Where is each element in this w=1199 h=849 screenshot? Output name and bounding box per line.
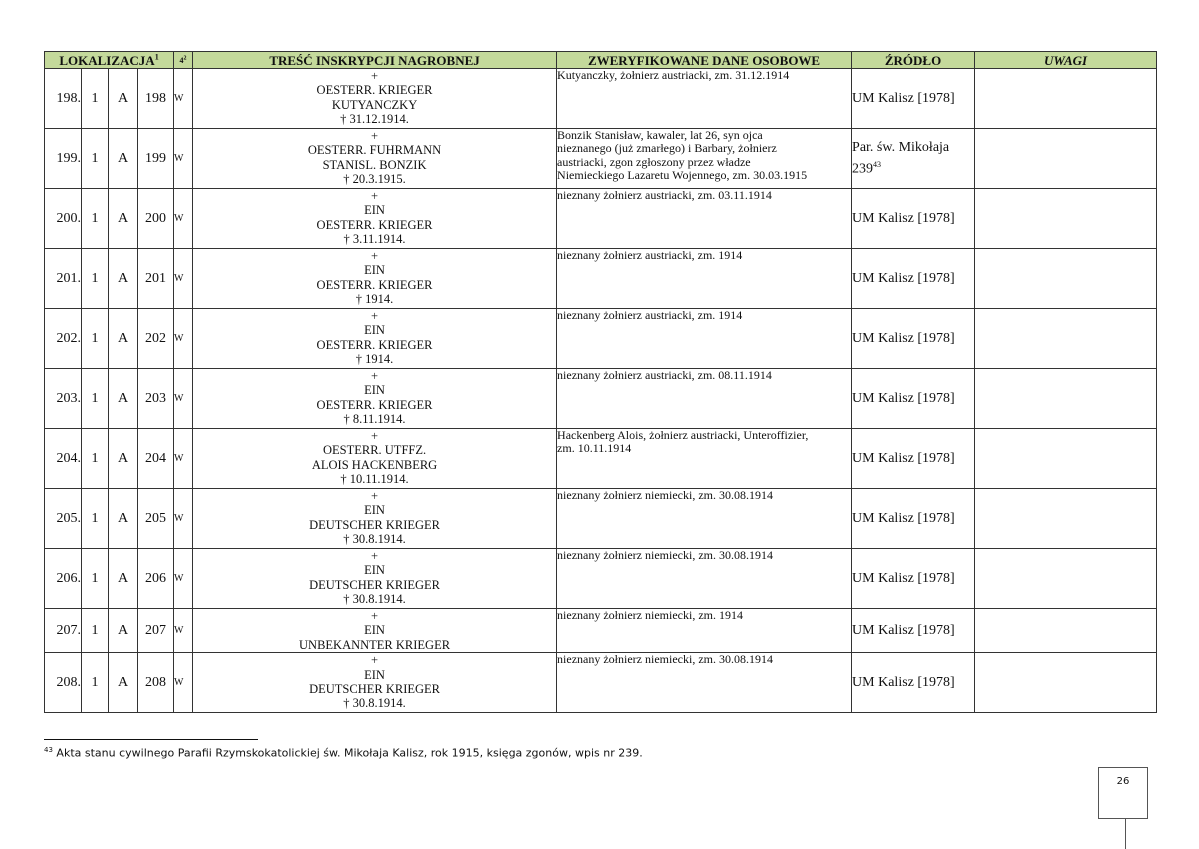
cell-kwatera: 1 xyxy=(82,489,109,549)
cell-inscription xyxy=(193,129,557,189)
cell-verified-data xyxy=(557,429,852,489)
cell-verified-data xyxy=(557,69,852,129)
source-text: UM Kalisz [1978] xyxy=(852,331,955,346)
page-number: 26 xyxy=(1116,776,1130,787)
inscription-line: OESTERR. KRIEGER xyxy=(316,217,433,232)
cell-grave-number: 198 xyxy=(138,69,174,129)
inscription-line: + xyxy=(371,129,379,143)
source-footnote-ref: 43 xyxy=(873,160,882,170)
cell-row-number: 199. xyxy=(45,129,82,189)
source-text: UM Kalisz [1978] xyxy=(852,451,955,466)
cell-grave-number: 204 xyxy=(138,429,174,489)
cell-rzad: A xyxy=(109,309,138,369)
cell-source xyxy=(852,489,975,549)
footnote-number: 43 xyxy=(44,746,53,754)
cell-grave-number: 203 xyxy=(138,369,174,429)
cell-uwagi xyxy=(975,609,1157,653)
cell-inscription xyxy=(193,189,557,249)
verified-data-line: Kutyanczky, żołnierz austriacki, zm. 31.12.1914 xyxy=(557,68,790,82)
page-number-box xyxy=(1098,767,1148,819)
cell-col-4: W xyxy=(174,369,193,429)
cell-verified-data xyxy=(557,189,852,249)
source-text: UM Kalisz [1978] xyxy=(852,511,955,526)
cell-source xyxy=(852,309,975,369)
source-text: UM Kalisz [1978] xyxy=(852,675,955,691)
cell-source xyxy=(852,369,975,429)
cell-grave-number: 201 xyxy=(138,249,174,309)
cell-source xyxy=(852,69,975,129)
table-row xyxy=(45,309,1157,369)
table-row xyxy=(45,189,1157,249)
source-text: UM Kalisz [1978] xyxy=(852,271,955,286)
verified-data-line: nieznany żołnierz austriacki, zm. 03.11.1914 xyxy=(557,188,772,202)
cell-col-4: W xyxy=(174,69,193,129)
cell-inscription xyxy=(193,429,557,489)
inscription-line: + xyxy=(371,69,379,83)
cell-kwatera: 1 xyxy=(82,249,109,309)
inscription-line: OESTERR. KRIEGER xyxy=(316,397,433,412)
cell-grave-number: 199 xyxy=(138,129,174,189)
inscription-line: OESTERR. KRIEGER xyxy=(316,83,433,98)
cell-uwagi xyxy=(975,369,1157,429)
cell-uwagi xyxy=(975,489,1157,549)
cell-grave-number: 202 xyxy=(138,309,174,369)
cell-verified-data xyxy=(557,369,852,429)
cell-col-4: W xyxy=(174,549,193,609)
cell-source xyxy=(852,189,975,249)
inscription-line: STANISL. BONZIK xyxy=(322,157,427,172)
cell-kwatera: 1 xyxy=(82,369,109,429)
cell-uwagi xyxy=(975,129,1157,189)
cell-inscription xyxy=(193,489,557,549)
source-text: Par. św. Mikołaja 239 xyxy=(852,140,950,177)
cell-rzad: A xyxy=(109,489,138,549)
source-text: UM Kalisz [1978] xyxy=(852,211,955,226)
inscription-line: OESTERR. UTFFZ. xyxy=(322,443,427,458)
inscription-line: † 30.8.1914. xyxy=(343,592,406,607)
header-dane: ZWERYFIKOWANE DANE OSOBOWE xyxy=(557,52,852,69)
inscription-line: OESTERR. FUHRMANN xyxy=(307,143,442,158)
inscription-line: † 20.3.1915. xyxy=(343,172,406,187)
inscription-line: EIN xyxy=(364,563,385,578)
cell-grave-number: 206 xyxy=(138,549,174,609)
cell-col-4: W xyxy=(174,189,193,249)
table-row xyxy=(45,653,1157,713)
cell-col-4: W xyxy=(174,489,193,549)
cell-verified-data xyxy=(557,489,852,549)
inscription-line: + xyxy=(371,609,379,623)
header-tresc: TREŚĆ INSKRYPCJI NAGROBNEJ xyxy=(193,52,557,69)
inscription-line: EIN xyxy=(364,203,385,218)
cell-row-number: 202. xyxy=(45,309,82,369)
inscription-line: † 1914. xyxy=(355,352,394,367)
cell-inscription xyxy=(193,653,557,713)
cell-uwagi xyxy=(975,653,1157,713)
verified-data-line: nieznanego (już zmarłego) i Barbary, żołnierz xyxy=(557,141,777,156)
cell-row-number: 207. xyxy=(45,609,82,653)
cell-inscription xyxy=(193,609,557,653)
verified-data-line: nieznany żołnierz austriacki, zm. 1914 xyxy=(557,308,743,322)
table-body xyxy=(45,69,1157,713)
header-col-4: $4^2$ xyxy=(174,52,193,69)
footnote-rule xyxy=(44,739,258,740)
inscription-line: † 8.11.1914. xyxy=(343,412,406,427)
cell-col-4: W xyxy=(174,429,193,489)
cell-verified-data xyxy=(557,609,852,653)
cell-uwagi xyxy=(975,549,1157,609)
cell-row-number: 200. xyxy=(45,189,82,249)
inscription-line: EIN xyxy=(364,503,385,518)
cell-source xyxy=(852,429,975,489)
inscription-line: + xyxy=(371,369,379,383)
verified-data-line: nieznany żołnierz niemiecki, zm. 30.08.1914 xyxy=(557,652,773,667)
header-zrodlo: ŹRÓDŁO xyxy=(852,52,975,69)
inscription-line: † 10.11.1914. xyxy=(340,472,409,487)
inscription-line: EIN xyxy=(364,667,385,682)
inscription-line: + xyxy=(371,489,379,503)
cell-rzad: A xyxy=(109,69,138,129)
cell-rzad: A xyxy=(109,653,138,713)
cell-kwatera: 1 xyxy=(82,129,109,189)
cell-grave-number: 200 xyxy=(138,189,174,249)
cell-kwatera: 1 xyxy=(82,653,109,713)
cell-row-number: 204. xyxy=(45,429,82,489)
inscription-line: UNBEKANNTER KRIEGER xyxy=(299,637,451,652)
cell-row-number: 198. xyxy=(45,69,82,129)
cell-grave-number: 205 xyxy=(138,489,174,549)
cell-row-number: 208. xyxy=(45,653,82,713)
cell-inscription xyxy=(193,309,557,369)
inscription-line: + xyxy=(371,549,379,563)
cell-kwatera: 1 xyxy=(82,69,109,129)
inscription-line: + xyxy=(371,249,379,263)
cell-col-4: W xyxy=(174,609,193,653)
cell-inscription xyxy=(193,549,557,609)
verified-data-line: Hackenberg Alois, żołnierz austriacki, Unteroffizier, xyxy=(557,428,809,442)
inscription-line: † 30.8.1914. xyxy=(343,532,406,547)
cell-rzad: A xyxy=(109,549,138,609)
verified-data-line: austriacki, zgon zgłoszony przez władze xyxy=(557,154,751,169)
inscription-line: † 1914. xyxy=(355,292,394,307)
footnote xyxy=(44,746,643,760)
cell-row-number: 201. xyxy=(45,249,82,309)
cell-source xyxy=(852,653,975,713)
inscription-line: OESTERR. KRIEGER xyxy=(316,277,433,292)
header-row xyxy=(45,52,1157,69)
cell-rzad: A xyxy=(109,369,138,429)
cell-uwagi xyxy=(975,189,1157,249)
cell-kwatera: 1 xyxy=(82,609,109,653)
cell-uwagi xyxy=(975,309,1157,369)
cell-verified-data xyxy=(557,309,852,369)
inscription-line: ALOIS HACKENBERG xyxy=(311,457,438,472)
inscription-line: † 31.12.1914. xyxy=(340,112,409,127)
cell-grave-number: 208 xyxy=(138,653,174,713)
table-row xyxy=(45,69,1157,129)
cell-inscription xyxy=(193,249,557,309)
verified-data-line: Bonzik Stanisław, kawaler, lat 26, syn ojca xyxy=(557,128,763,142)
cell-inscription xyxy=(193,69,557,129)
cell-verified-data xyxy=(557,653,852,713)
cell-source xyxy=(852,129,975,189)
cell-rzad: A xyxy=(109,129,138,189)
table-row xyxy=(45,609,1157,653)
inscription-line: + xyxy=(371,189,379,203)
cell-row-number: 205. xyxy=(45,489,82,549)
cell-row-number: 206. xyxy=(45,549,82,609)
table-row xyxy=(45,369,1157,429)
verified-data-line: nieznany żołnierz austriacki, zm. 1914 xyxy=(557,248,743,262)
cell-verified-data xyxy=(557,549,852,609)
cell-inscription xyxy=(193,369,557,429)
inscription-line: DEUTSCHER KRIEGER xyxy=(309,682,440,697)
grave-register-table xyxy=(44,51,1157,713)
cell-rzad: A xyxy=(109,189,138,249)
inscription-line: † 30.8.1914. xyxy=(343,696,406,711)
cell-source xyxy=(852,549,975,609)
cell-rzad: A xyxy=(109,609,138,653)
verified-data-line: nieznany żołnierz niemiecki, zm. 30.08.1914 xyxy=(557,548,773,562)
cell-uwagi xyxy=(975,69,1157,129)
cell-kwatera: 1 xyxy=(82,309,109,369)
inscription-line: DEUTSCHER KRIEGER xyxy=(309,517,440,532)
cell-rzad: A xyxy=(109,249,138,309)
cell-uwagi xyxy=(975,249,1157,309)
inscription-line: + xyxy=(371,429,379,443)
table-row xyxy=(45,549,1157,609)
cell-verified-data xyxy=(557,129,852,189)
inscription-line: EIN xyxy=(364,623,385,638)
cell-rzad: A xyxy=(109,429,138,489)
cell-col-4: W xyxy=(174,653,193,713)
verified-data-line: nieznany żołnierz niemiecki, zm. 30.08.1914 xyxy=(557,488,773,502)
cell-verified-data xyxy=(557,249,852,309)
cell-col-4: W xyxy=(174,129,193,189)
inscription-line: + xyxy=(371,653,379,668)
cell-grave-number: 207 xyxy=(138,609,174,653)
verified-data-line: nieznany żołnierz niemiecki, zm. 1914 xyxy=(557,608,743,622)
cell-row-number: 203. xyxy=(45,369,82,429)
inscription-line: EIN xyxy=(364,263,385,278)
cell-source xyxy=(852,609,975,653)
page-number-line xyxy=(1125,818,1126,849)
cell-col-4: W xyxy=(174,249,193,309)
table-row xyxy=(45,249,1157,309)
inscription-line: KUTYANCZKY xyxy=(331,97,418,112)
source-text: UM Kalisz [1978] xyxy=(852,571,955,586)
cell-kwatera: 1 xyxy=(82,429,109,489)
footnote-text: Akta stanu cywilnego Parafii Rzymskokatolickiej św. Mikołaja Kalisz, rok 1915, księga zgonów, wpis nr 239. xyxy=(52,746,643,760)
header-lokalizacja: LOKALIZACJA$^1$ xyxy=(45,52,174,69)
inscription-line: † 3.11.1914. xyxy=(343,232,406,247)
inscription-line: + xyxy=(371,309,379,323)
source-text: UM Kalisz [1978] xyxy=(852,91,955,106)
inscription-line: EIN xyxy=(364,383,385,398)
cell-kwatera: 1 xyxy=(82,549,109,609)
source-text: UM Kalisz [1978] xyxy=(852,623,955,639)
verified-data-line: Niemieckiego Lazaretu Wojennego, zm. 30.03.1915 xyxy=(557,168,808,183)
header-uwagi: UWAGI xyxy=(975,52,1157,69)
inscription-line: OESTERR. KRIEGER xyxy=(316,337,433,352)
verified-data-line: nieznany żołnierz austriacki, zm. 08.11.1914 xyxy=(557,368,772,382)
table-row xyxy=(45,129,1157,189)
cell-kwatera: 1 xyxy=(82,189,109,249)
cell-source xyxy=(852,249,975,309)
table-row xyxy=(45,489,1157,549)
inscription-line: DEUTSCHER KRIEGER xyxy=(309,577,440,592)
cell-col-4: W xyxy=(174,309,193,369)
cell-uwagi xyxy=(975,429,1157,489)
source-text: UM Kalisz [1978] xyxy=(852,391,955,406)
verified-data-line: zm. 10.11.1914 xyxy=(557,441,632,456)
table-row xyxy=(45,429,1157,489)
inscription-line: EIN xyxy=(364,323,385,338)
